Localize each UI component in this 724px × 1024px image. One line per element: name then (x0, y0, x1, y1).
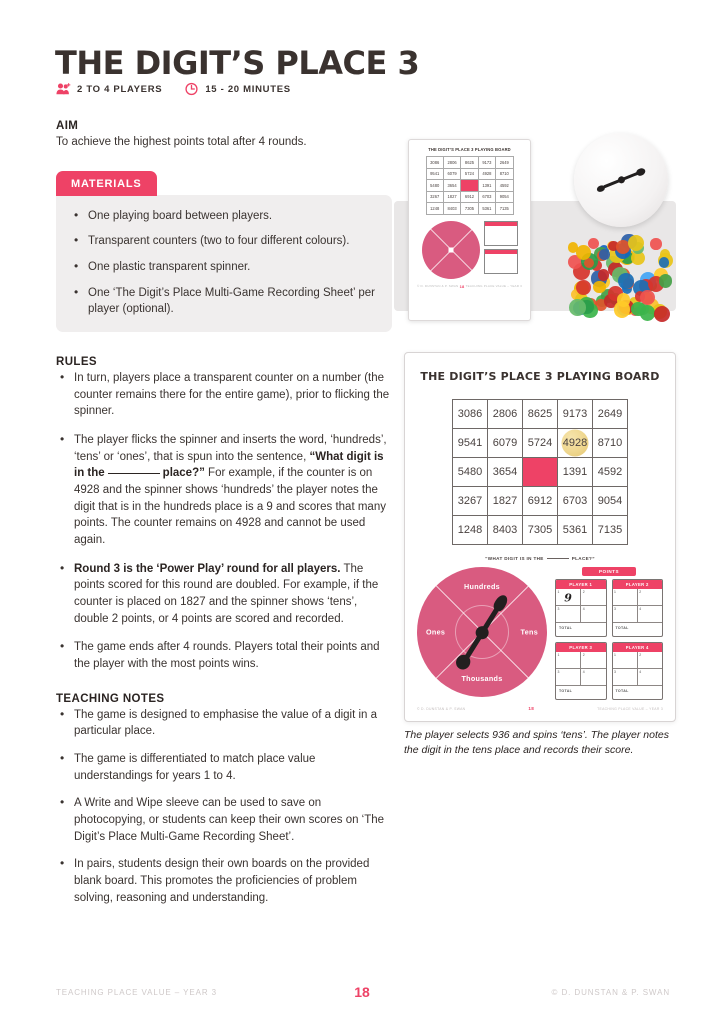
needle-tip-a (635, 167, 646, 177)
round-number: 3 (557, 670, 560, 675)
list-item (56, 561, 392, 628)
board-cell[interactable]: 9054 (593, 487, 628, 516)
board-footer-page: 18 (528, 706, 535, 712)
board-cell[interactable]: 8403 (488, 516, 523, 545)
thumb-cell: 1827 (443, 191, 460, 203)
board-cell[interactable]: 3267 (453, 487, 488, 516)
round-score-cell[interactable] (556, 669, 581, 686)
counter-chip (569, 299, 586, 316)
round-score-cell[interactable] (613, 606, 638, 623)
thumb-cell: 9541 (426, 168, 443, 180)
thumb-player-card (484, 249, 518, 274)
player-name: PLAYER 3 (556, 643, 606, 652)
thumb-points (484, 221, 518, 277)
board-cell[interactable]: 2806 (488, 400, 523, 429)
spinner-label-hundreds: Hundreds (464, 582, 500, 591)
thumb-cell: 6912 (461, 191, 478, 203)
list-item: • Transparent counters (two to four different colours). (70, 233, 378, 250)
teaching-notes-list (56, 707, 392, 907)
board-cell[interactable]: 5724 (523, 429, 558, 458)
page-footer (0, 984, 724, 1010)
board-question-blank (547, 558, 569, 559)
rules-heading: RULES (56, 356, 97, 369)
board-question-prefix: “WHAT DIGIT IS IN THE (485, 556, 544, 561)
playing-board-thumbnail (408, 139, 531, 321)
thumb-cell: 9173 (478, 157, 495, 169)
board-row (453, 458, 628, 487)
board-cell-with-counter[interactable] (558, 429, 593, 458)
round-score-cell[interactable] (638, 669, 662, 686)
players-icon (56, 82, 71, 96)
player-score-grid (555, 579, 663, 700)
thumb-row (426, 191, 513, 203)
thumb-lower (415, 221, 524, 279)
board-cell[interactable]: 7135 (593, 516, 628, 545)
spinner-needle (595, 167, 648, 194)
counter-chip (588, 238, 599, 249)
player-name: PLAYER 4 (613, 643, 663, 652)
thumb-player-card (484, 221, 518, 246)
round-number: 2 (582, 653, 585, 658)
footer-right: © D. DUNSTAN & P. SWAN (551, 988, 670, 997)
player-score-card[interactable] (612, 642, 664, 700)
player-score-card[interactable] (555, 579, 607, 637)
round-score-cell[interactable] (556, 606, 581, 623)
counter-chip (576, 280, 591, 295)
thumb-cell (461, 180, 478, 192)
rule-2-text-b: For example, if the counter is on 4928 and the spinner shows ‘hundreds’ the player notes the digit that is in the hundreds place is a 9 and scores that many points. The counter remains on 4928 and cannot be used again. (74, 467, 386, 547)
player-total-label: TOTAL (615, 626, 629, 631)
round-number: 3 (557, 607, 560, 612)
board-cell[interactable]: 7305 (523, 516, 558, 545)
player-round-row (613, 652, 663, 669)
thumb-grid (426, 156, 514, 215)
player-score-card[interactable] (612, 579, 664, 637)
rule-3-rest: The points scored for this round are doubled. For example, if the counter is placed on 1827 and the spinner shows ‘tens’, double 2 points, or 4 points are scored and recorded. (74, 562, 379, 625)
thumb-spinner (422, 221, 480, 279)
thumb-cell: 6079 (443, 168, 460, 180)
rule-2-text-a: The player flicks the spinner and inserts the word, ‘hundreds’, ‘tens’ or ‘ones’, that is spun into the sentence, (74, 434, 387, 463)
thumb-cell: 8625 (461, 157, 478, 169)
player-round-row (613, 606, 663, 623)
thumb-cell: 5724 (461, 168, 478, 180)
round-score-cell[interactable] (638, 652, 662, 669)
thumb-cell: 7305 (461, 203, 478, 215)
player-round-row (556, 589, 606, 606)
board-cell[interactable]: 9541 (453, 429, 488, 458)
materials-photo-band (404, 133, 676, 333)
list-item: • The game is differentiated to match place value understandings for years 1 to 4. (56, 751, 392, 784)
board-spinner (417, 567, 547, 697)
round-score-cell[interactable] (613, 589, 638, 606)
board-cell[interactable]: 6079 (488, 429, 523, 458)
needle-tip-b (596, 184, 606, 193)
thumb-cell: 2649 (496, 157, 513, 169)
board-footer-right: TEACHING PLACE VALUE – YEAR 3 (597, 706, 663, 711)
thumb-cell: 3654 (443, 180, 460, 192)
players-label: 2 TO 4 PLAYERS (77, 83, 163, 95)
thumb-player-header (485, 250, 517, 254)
list-item: • In turn, players place a transparent counter on a number (the counter remains there for the entire game), prior to flicking the spinner. (56, 370, 392, 420)
round-number: 4 (639, 607, 642, 612)
board-cell-blank-pink[interactable] (523, 458, 558, 487)
board-cell[interactable]: 1248 (453, 516, 488, 545)
player-total-label: TOTAL (559, 689, 573, 694)
list-item: • A Write and Wipe sleeve can be used to save on photocopying, or students can keep their own scores on ‘The Digit’s Place Multi-Game Recording Sheet’. (56, 795, 392, 845)
duration-meta (184, 82, 290, 96)
materials-box (56, 195, 392, 332)
spinner-label-ones: Ones (426, 627, 446, 637)
round-score-cell[interactable] (638, 606, 662, 623)
player-score-card[interactable] (555, 642, 607, 700)
player-total-label: TOTAL (615, 689, 629, 694)
counter-chip (659, 274, 673, 288)
round-number: 3 (614, 607, 616, 612)
duration-label: 15 - 20 MINUTES (205, 83, 291, 95)
round-number: 3 (614, 670, 616, 675)
board-title: THE DIGIT’S PLACE 3 PLAYING BOARD (420, 370, 660, 383)
spinner-label-thousands: Thousands (461, 674, 503, 683)
counter-chip (650, 238, 661, 249)
list-item: • The game is designed to emphasise the value of a digit in a particular place. (56, 707, 392, 740)
board-row (453, 429, 628, 458)
rule-2-bold-a: “What digit is in the (74, 450, 384, 480)
board-question-suffix: PLACE?” (571, 556, 595, 561)
player-round-row (556, 652, 606, 669)
spinner-photo (574, 133, 668, 227)
thumb-footer-right: TEACHING PLACE VALUE – YEAR 3 (465, 284, 522, 288)
player-name: PLAYER 1 (556, 580, 606, 589)
counter-chip (640, 305, 655, 320)
thumb-cell: 2806 (443, 157, 460, 169)
thumb-cell: 4592 (496, 180, 513, 192)
board-cell[interactable]: 5480 (453, 458, 488, 487)
footer-page-number: 18 (354, 984, 370, 1000)
aim-heading: AIM (56, 120, 79, 132)
thumb-cell: 5361 (478, 203, 495, 215)
board-row (453, 516, 628, 545)
thumb-cell: 5480 (426, 180, 443, 192)
footer-left: TEACHING PLACE VALUE – YEAR 3 (56, 988, 217, 997)
round-number: 1 (614, 653, 616, 658)
round-number: 1 (557, 590, 560, 595)
board-cell[interactable]: 4592 (593, 458, 628, 487)
board-cell[interactable]: 5361 (558, 516, 593, 545)
player-total-label: TOTAL (559, 626, 573, 631)
fill-in-blank (108, 473, 160, 474)
round-score-cell[interactable] (613, 652, 638, 669)
thumb-cell: 7135 (496, 203, 513, 215)
materials-list (70, 208, 378, 318)
game-meta-row (56, 82, 291, 96)
board-row (453, 400, 628, 429)
counter-chip (659, 257, 669, 267)
list-item: • In pairs, students design their own boards on the provided blank board. This promotes the proficiencies of problem solving, reasoning and understanding. (56, 856, 392, 906)
counter-chip (614, 301, 630, 317)
thumb-cell: 8403 (443, 203, 460, 215)
round-score-cell[interactable] (581, 669, 605, 686)
board-cell[interactable]: 2649 (593, 400, 628, 429)
list-item (56, 432, 392, 549)
round-score-cell[interactable] (581, 606, 605, 623)
thumb-footer-left: © D. DUNSTAN & P. SWAN (417, 284, 459, 288)
player-name: PLAYER 2 (613, 580, 663, 589)
handwritten-score: 9 (564, 591, 572, 605)
player-round-row (613, 669, 663, 686)
thumb-footer (415, 284, 524, 289)
player-round-row (556, 669, 606, 686)
materials-tab: MATERIALS (56, 171, 157, 196)
board-cell[interactable]: 3654 (488, 458, 523, 487)
board-cell[interactable]: 6912 (523, 487, 558, 516)
players-meta (56, 82, 162, 96)
rule-2-bold-b: place?” (162, 467, 205, 480)
thumb-cell: 3267 (426, 191, 443, 203)
player-round-row (613, 589, 663, 606)
board-sheet-footer (405, 700, 675, 711)
board-cell[interactable]: 1391 (558, 458, 593, 487)
list-item: • One ‘The Digit’s Place Multi-Game Recording Sheet’ per player (optional). (70, 285, 378, 318)
round-score-cell[interactable] (556, 589, 581, 606)
counter-chip (598, 269, 609, 280)
counter-chip (599, 249, 609, 259)
round-score-cell[interactable] (581, 589, 605, 606)
thumb-footer-page: 18 (459, 283, 465, 289)
round-score-cell[interactable] (556, 652, 581, 669)
board-cell[interactable]: 1827 (488, 487, 523, 516)
board-cell[interactable]: 9173 (558, 400, 593, 429)
thumb-row (426, 180, 513, 192)
board-cell-value: 4928 (562, 437, 588, 449)
thumb-row (426, 157, 513, 169)
counter-chip (618, 273, 634, 289)
points-column (555, 567, 663, 700)
points-label: POINTS (582, 567, 636, 576)
left-column (56, 120, 392, 907)
thumb-cell: 1391 (478, 180, 495, 192)
materials-section (56, 171, 392, 332)
list-item: • One playing board between players. (70, 208, 378, 225)
thumb-cell: 3086 (426, 157, 443, 169)
thumb-cell: 1248 (426, 203, 443, 215)
list-item: • One plastic transparent spinner. (70, 259, 378, 276)
aim-text: To achieve the highest points total after 4 rounds. (56, 136, 307, 148)
thumb-cell: 8710 (496, 168, 513, 180)
rules-list (56, 370, 392, 673)
round-number: 2 (639, 590, 642, 595)
teaching-notes-heading: TEACHING NOTES (56, 692, 165, 705)
round-number: 2 (639, 653, 642, 658)
thumb-cell: 9054 (496, 191, 513, 203)
rule-3-bold: Round 3 is the ‘Power Play’ round for all players. (74, 562, 341, 575)
counters-photo (562, 225, 674, 325)
board-lower (405, 561, 675, 700)
board-caption: The player selects 936 and spins ‘tens’. The player notes the digit in the tens place and records their score. (404, 729, 669, 756)
clock-icon (184, 82, 199, 96)
round-number: 4 (582, 670, 585, 675)
list-item: • The game ends after 4 rounds. Players total their points and the player with the most points wins. (56, 639, 392, 672)
board-footer-left: © D. DUNSTAN & P. SWAN (417, 706, 466, 711)
thumb-player-header (485, 222, 517, 226)
round-number: 1 (614, 590, 616, 595)
round-number: 4 (639, 670, 642, 675)
board-cell[interactable]: 8625 (523, 400, 558, 429)
thumb-cell: 4928 (478, 168, 495, 180)
thumb-cell: 6703 (478, 191, 495, 203)
playing-board-card (404, 352, 676, 722)
thumb-spinner-hub (448, 247, 453, 252)
page-title: THE DIGIT’S PLACE 3 (55, 44, 420, 82)
counter-chip (593, 281, 605, 293)
board-grid (452, 399, 628, 545)
player-round-row (556, 606, 606, 623)
spinner-label-tens: Tens (520, 627, 538, 637)
round-number: 2 (582, 590, 585, 595)
board-row (453, 487, 628, 516)
thumb-board-title: THE DIGIT’S PLACE 3 PLAYING BOARD (428, 147, 511, 152)
board-cell[interactable]: 8710 (593, 429, 628, 458)
thumb-row (426, 168, 513, 180)
round-score-cell[interactable] (581, 652, 605, 669)
counter-chip (654, 306, 670, 322)
board-cell[interactable]: 6703 (558, 487, 593, 516)
round-number: 1 (557, 653, 560, 658)
thumb-row (426, 203, 513, 215)
round-number: 4 (582, 607, 585, 612)
round-score-cell[interactable] (638, 589, 662, 606)
round-score-cell[interactable] (613, 669, 638, 686)
board-cell[interactable]: 3086 (453, 400, 488, 429)
